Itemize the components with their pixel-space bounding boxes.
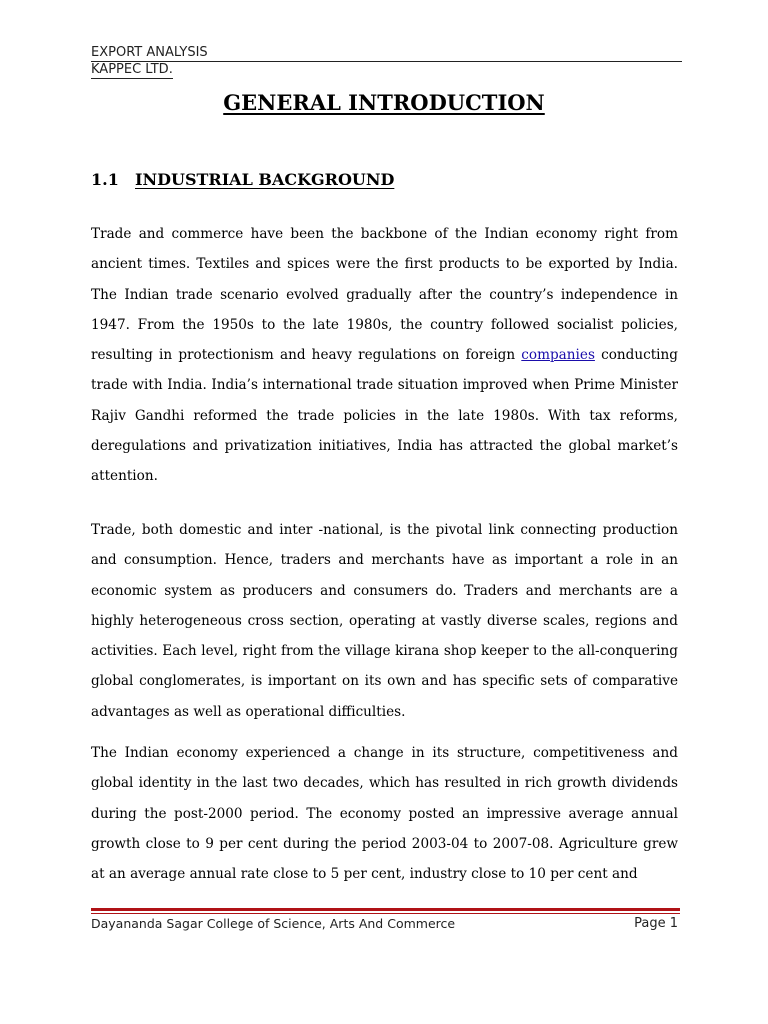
footer-divider-thick [91,908,680,911]
paragraph-text: Trade and commerce have been the backbone of the Indian economy right from ancient times. Textiles and spices were the first products to be exported by India. The Indian trade scenario evolved gradually after the country’s independence in 1947. From the 1950s to the late 1980s, the country followed socialist policies, resulting in protectionism and heavy regulations on foreign [91,226,678,364]
section-number: 1.1 [91,170,119,189]
header-document-title: EXPORT ANALYSIS [91,45,682,62]
section-title: INDUSTRIAL BACKGROUND [135,170,395,189]
page-title [0,90,768,115]
footer-divider-thin [91,913,680,914]
paragraph-industrial-background-2: Trade, both domestic and inter -national, is the pivotal link connecting production and consumption. Hence, traders and merchants have as important a role in an economic system as producers and consumers do. Traders and merchants are a highly heterogeneous cross section, operating at vastly diverse scales, regions and activities. Each level, right from the village kirana shop keeper to the all-conquering global conglomerates, is important on its own and has specific sets of comparative advantages as well as operational difficulties. [91,522,678,720]
header-company-name: KAPPEC LTD. [91,62,173,77]
paragraph-industrial-background-1 [91,219,678,492]
section-heading [91,170,394,189]
footer-page-number: Page 1 [634,916,678,931]
page-title-text: GENERAL INTRODUCTION [223,90,545,115]
paragraph-text: conducting trade with India. India’s international trade situation improved when Prime Minister Rajiv Gandhi reformed the trade policies in the late 1980s. With tax reforms, deregulations and privatization initiatives, India has attracted the global market’s attention. [91,347,678,485]
running-header [91,45,682,79]
companies-link[interactable]: companies [521,347,595,364]
footer-institution-name: Dayananda Sagar College of Science, Arts And Commerce [91,916,456,931]
paragraph-industrial-background-3: The Indian economy experienced a change in its structure, competitiveness and global identity in the last two decades, which has resulted in rich growth dividends during the post-2000 period. The economy posted an impressive average annual growth close to 9 per cent during the period 2003-04 to 2007-08. Agriculture grew at an average annual rate close to 5 per cent, industry close to 10 per cent and [91,745,678,883]
